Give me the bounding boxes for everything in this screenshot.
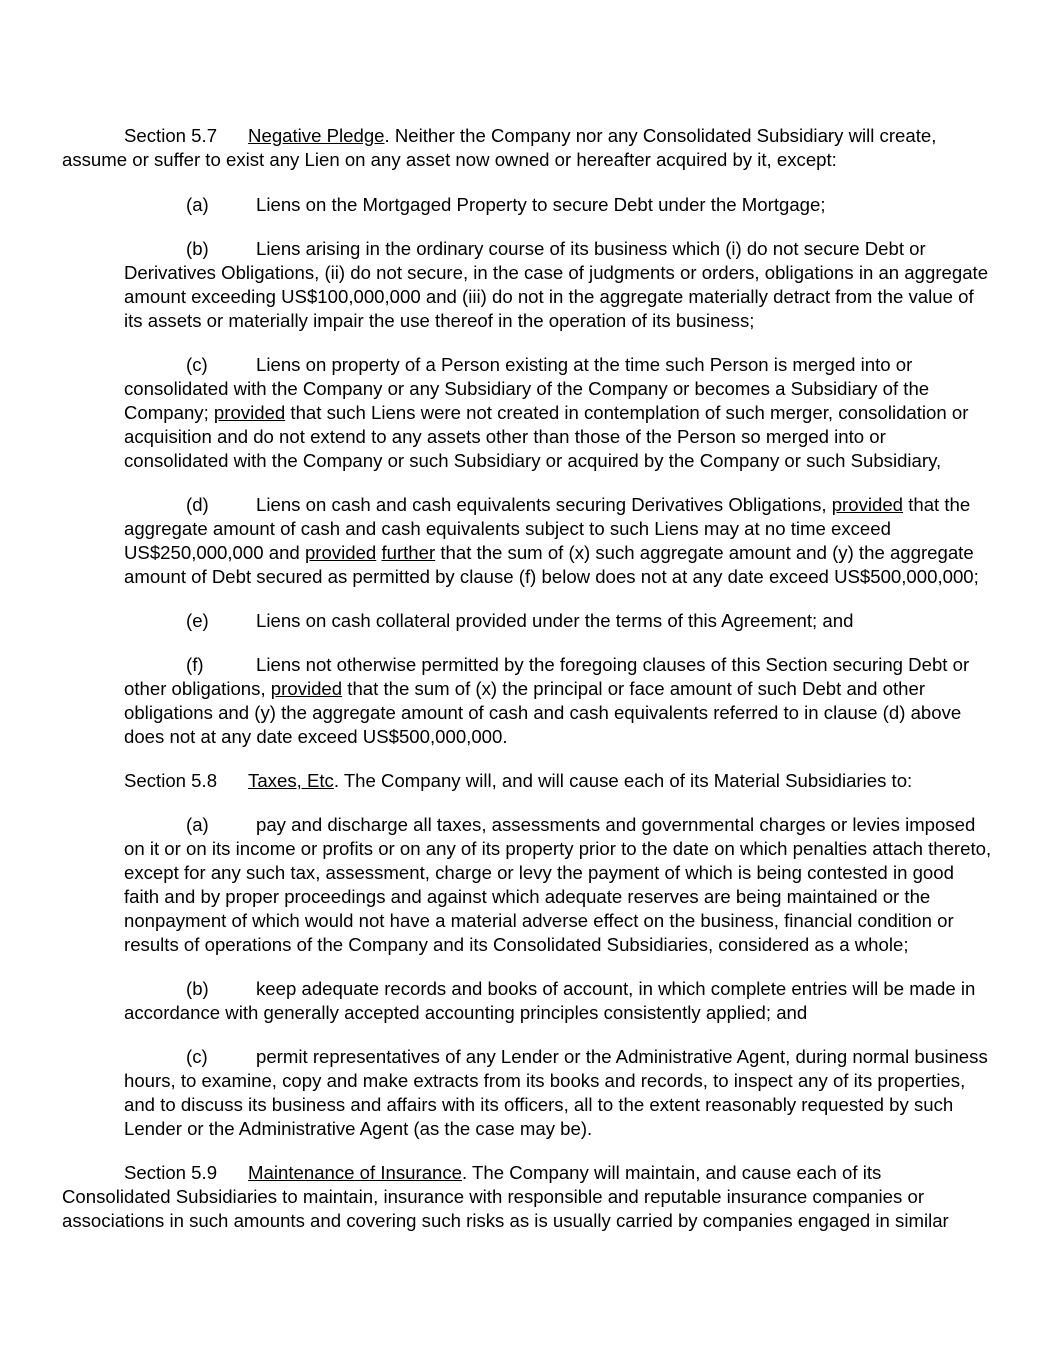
clause-text: that the aggregate amount of cash and cash equivalents subject to such Liens may at no time exceed US$250,000,000 and (124, 494, 971, 563)
proviso-term: provided (304, 542, 377, 563)
clause-5-7-a (124, 193, 994, 217)
section-number: Section 5.7 (124, 125, 218, 146)
clause-5-8-b (124, 977, 994, 1025)
clause-label: (d) (186, 494, 209, 515)
clause-label: (c) (186, 354, 208, 375)
clause-text: Liens arising in the ordinary course of its business which (i) do not secure Debt or Derivatives Obligations, (ii) do not secure, in the case of judgments or orders, obligations in an aggregate amount exceeding US$100,000,000 and (iii) do not in the aggregate materially detract from the value of its assets or materially impair the use thereof in the operation of its business; (124, 238, 989, 331)
clause-5-7-d (124, 493, 994, 589)
clause-label: (e) (186, 610, 209, 631)
clause-5-8-c (124, 1045, 994, 1141)
section-number: Section 5.9 (124, 1162, 218, 1183)
clause-5-8-a (124, 813, 994, 957)
clause-label: (a) (186, 814, 209, 835)
proviso-term: provided (270, 678, 343, 699)
section-number: Section 5.8 (124, 770, 218, 791)
clause-text: keep adequate records and books of account, in which complete entries will be made in accordance with generally accepted accounting principles consistently applied; and (124, 978, 976, 1023)
clause-text: that such Liens were not created in contemplation of such merger, consolidation or acquisition and do not extend to any assets other than those of the Person so merged into or consolidated with the Company or such Subsidiary or acquired by the Company or such Subsidiary, (124, 402, 969, 471)
clause-text: Liens on the Mortgaged Property to secure Debt under the Mortgage; (256, 194, 826, 215)
section-title: Taxes, Etc (248, 770, 334, 791)
clause-label: (a) (186, 194, 209, 215)
proviso-term: further (381, 542, 436, 563)
clause-label: (b) (186, 238, 209, 259)
section-5-8-heading-paragraph (124, 769, 994, 793)
clause-label: (f) (186, 654, 204, 675)
clause-5-7-f (124, 653, 994, 749)
proviso-term: provided (213, 402, 286, 423)
section-5-9-heading-paragraph (62, 1161, 992, 1233)
clause-5-7-e (124, 609, 994, 633)
clause-text: that the sum of (x) the principal or face amount of such Debt and other obligations and (y) the aggregate amount of cash and cash equivalents referred to in clause (d) above does not at any date exceed US$500,000,000. (124, 678, 962, 747)
clause-text: Liens on cash collateral provided under the terms of this Agreement; and (256, 610, 854, 631)
clause-text: permit representatives of any Lender or the Administrative Agent, during normal business hours, to examine, copy and make extracts from its books and records, to inspect any of its properties, and to discuss its business and affairs with its officers, all to the extent reasonably requested by such Lender or the Administrative Agent (as the case may be). (124, 1046, 988, 1139)
section-body: . The Company will maintain, and cause each of its Consolidated Subsidiaries to maintain, insurance with responsible and reputable insurance companies or associations in such amounts and covering such risks as is usually carried by companies engaged in similar (62, 1162, 949, 1231)
clause-text: Liens on cash and cash equivalents securing Derivatives Obligations, (256, 494, 832, 515)
clause-text: that the sum of (x) such aggregate amount and (y) the aggregate amount of Debt secured as permitted by clause (f) below does not at any date exceed US$500,000,000; (124, 542, 979, 587)
clause-5-7-b (124, 237, 994, 333)
clause-text: Liens not otherwise permitted by the foregoing clauses of this Section securing Debt or other obligations, (124, 654, 970, 699)
section-title: Negative Pledge (248, 125, 385, 146)
section-5-7-heading-paragraph (62, 124, 992, 172)
section-body: . Neither the Company nor any Consolidated Subsidiary will create, assume or suffer to exist any Lien on any asset now owned or hereafter acquired by it, except: (62, 125, 937, 170)
clause-5-7-c (124, 353, 994, 473)
clause-label: (c) (186, 1046, 208, 1067)
clause-label: (b) (186, 978, 209, 999)
section-title: Maintenance of Insurance (248, 1162, 463, 1183)
proviso-term: provided (831, 494, 904, 515)
section-body: . The Company will, and will cause each of its Material Subsidiaries to: (333, 770, 913, 791)
clause-text: Liens on property of a Person existing at the time such Person is merged into or consolidated with the Company or any Subsidiary of the Company or becomes a Subsidiary of the Company; (124, 354, 930, 423)
clause-text: pay and discharge all taxes, assessments and governmental charges or levies imposed on it or on its income or profits or on any of its property prior to the date on which penalties attach thereto, except for any such tax, assessment, charge or levy the payment of which is being contested in good faith and by proper proceedings and against which adequate reserves are being maintained or the nonpayment of which would not have a material adverse effect on the business, financial condition or results of operations of the Company and its Consolidated Subsidiaries, considered as a whole; (124, 814, 992, 955)
